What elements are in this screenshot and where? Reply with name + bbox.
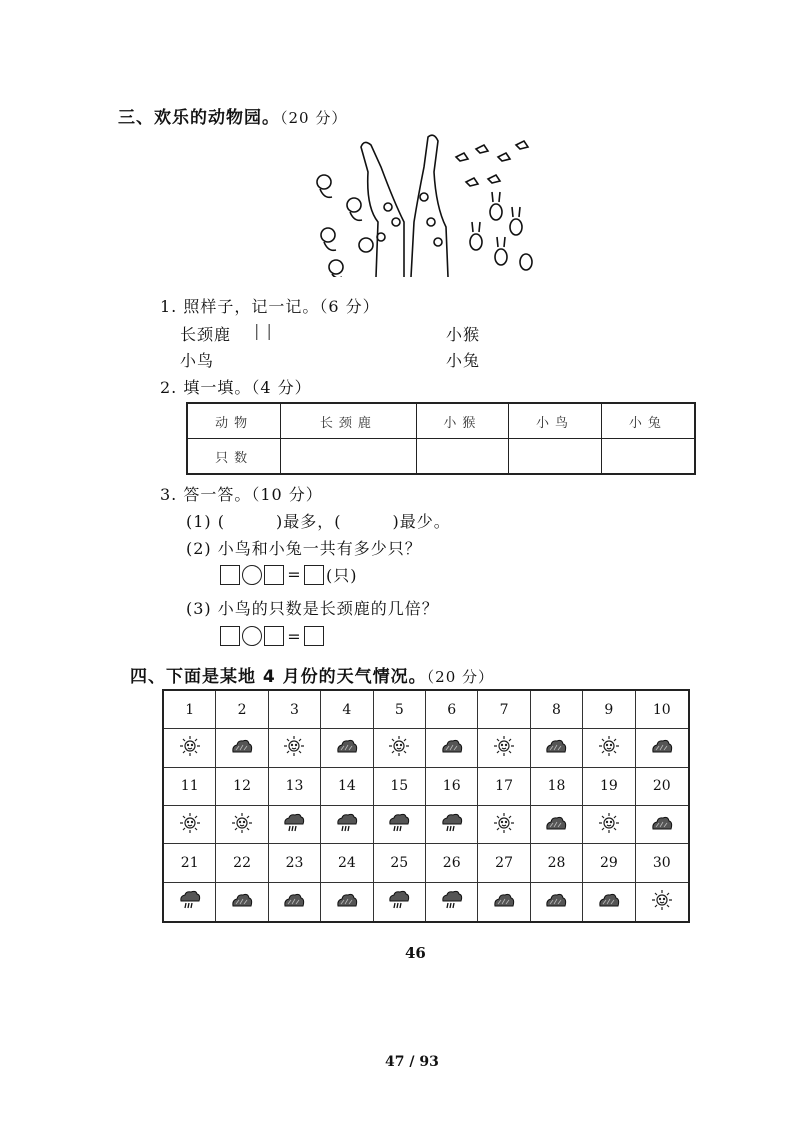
result-box[interactable] (304, 565, 324, 585)
day-number-cell (531, 768, 583, 806)
rainy-icon (178, 889, 202, 915)
day-number: 16 (442, 778, 461, 795)
weather-calendar-grid (162, 689, 690, 923)
day-number-cell (269, 691, 321, 729)
cell-giraffe-count[interactable] (281, 439, 416, 475)
section4-score: （20 分） (426, 668, 495, 686)
day-number-cell (478, 691, 530, 729)
weather-icon-cell (216, 806, 268, 844)
sunny-icon (492, 735, 516, 761)
sunny-icon (230, 812, 254, 838)
sunny-icon (597, 812, 621, 838)
day-number: 15 (390, 778, 409, 795)
weather-icon-cell (478, 883, 530, 921)
sunny-icon (282, 735, 306, 761)
section3-title: 三、欢乐的动物园。 (118, 108, 280, 128)
weather-icon-cell (269, 729, 321, 767)
cloudy-icon (230, 889, 254, 915)
day-number: 2 (237, 701, 247, 718)
day-number: 26 (442, 854, 461, 871)
day-number: 4 (342, 701, 352, 718)
weather-icon-cell (531, 729, 583, 767)
result-box[interactable] (304, 626, 324, 646)
day-number: 30 (652, 854, 671, 871)
rainy-icon (387, 812, 411, 838)
day-number-cell (478, 768, 530, 806)
operator-circle[interactable] (242, 626, 262, 646)
equals-sign: = (287, 626, 301, 646)
weather-icon-cell (269, 806, 321, 844)
day-number: 19 (599, 778, 618, 795)
day-number-cell (374, 691, 426, 729)
operand-box[interactable] (220, 565, 240, 585)
weather-icon-cell (374, 883, 426, 921)
q1-tally-mark: | | (254, 321, 273, 340)
day-number-cell (321, 691, 373, 729)
day-number: 9 (604, 701, 614, 718)
day-number: 18 (547, 778, 566, 795)
cloudy-icon (544, 812, 568, 838)
table-header-row (187, 403, 695, 439)
day-number-cell (216, 691, 268, 729)
section3-heading (118, 103, 347, 128)
sunny-icon (178, 812, 202, 838)
row-label-count: 只数 (187, 439, 281, 475)
day-number-cell (321, 844, 373, 882)
cloudy-icon (650, 812, 674, 838)
day-number-cell (531, 844, 583, 882)
day-number-cell (216, 844, 268, 882)
day-number-cell (636, 768, 688, 806)
day-number: 14 (337, 778, 356, 795)
day-number-cell (216, 768, 268, 806)
day-number-cell (636, 844, 688, 882)
day-number: 22 (233, 854, 251, 871)
day-number: 25 (390, 854, 409, 871)
weather-icon-cell (583, 883, 635, 921)
operand-box[interactable] (264, 626, 284, 646)
day-number-cell (426, 768, 478, 806)
cloudy-icon (544, 735, 568, 761)
q2-label: 2. 填一填。（4 分） (160, 378, 312, 397)
q3-label: 3. 答一答。（10 分） (160, 485, 323, 504)
q3-part3-equation (220, 626, 324, 646)
operand-box[interactable] (220, 626, 240, 646)
day-number-cell (374, 844, 426, 882)
cloudy-icon (230, 735, 254, 761)
day-number: 6 (447, 701, 457, 718)
day-number-cell (374, 768, 426, 806)
weather-icon-cell (321, 806, 373, 844)
day-number: 8 (552, 701, 561, 718)
day-number: 27 (495, 854, 513, 871)
q1-monkey-label: 小猴 (446, 325, 481, 344)
day-number-cell (531, 691, 583, 729)
q3-part1: (1) ( )最多，( )最少。 (186, 512, 451, 531)
day-number: 3 (290, 701, 299, 718)
day-number: 11 (180, 778, 199, 795)
weather-icon-cell (164, 729, 216, 767)
weather-icon-cell (321, 729, 373, 767)
day-number: 21 (180, 854, 199, 871)
day-number: 12 (233, 778, 251, 795)
weather-icon-cell (583, 729, 635, 767)
cloudy-icon (282, 889, 306, 915)
operator-circle[interactable] (242, 565, 262, 585)
weather-icon-cell (478, 806, 530, 844)
weather-icon-cell (164, 806, 216, 844)
rainy-icon (282, 812, 306, 838)
cloudy-icon (335, 889, 359, 915)
header-monkey: 小猴 (416, 403, 509, 439)
weather-icon-cell (374, 729, 426, 767)
operand-box[interactable] (264, 565, 284, 585)
day-number-cell (426, 691, 478, 729)
header-giraffe: 长颈鹿 (281, 403, 416, 439)
day-number: 5 (394, 701, 404, 718)
q3-part2-equation (220, 563, 358, 586)
rainy-icon (387, 889, 411, 915)
day-number: 13 (285, 778, 304, 795)
day-number-cell (583, 691, 635, 729)
header-rabbit: 小兔 (601, 403, 695, 439)
cloudy-icon (544, 889, 568, 915)
weather-icon-cell (636, 883, 688, 921)
unit-label: (只) (326, 566, 358, 585)
table-count-row (187, 439, 695, 475)
weather-icon-cell (164, 883, 216, 921)
day-number: 24 (337, 854, 356, 871)
q1-bird-label: 小鸟 (180, 351, 215, 370)
day-number-cell (426, 844, 478, 882)
sunny-icon (178, 735, 202, 761)
q1-giraffe-label: 长颈鹿 (180, 325, 232, 344)
q1-label: 1. 照样子，记一记。（6 分） (160, 297, 380, 316)
day-number-cell (583, 844, 635, 882)
weather-icon-cell (531, 806, 583, 844)
weather-icon-cell (583, 806, 635, 844)
sunny-icon (492, 812, 516, 838)
zoo-animals-illustration (306, 127, 542, 277)
day-number-cell (269, 768, 321, 806)
header-animal: 动物 (187, 403, 281, 439)
day-number: 28 (547, 854, 566, 871)
weather-icon-cell (269, 883, 321, 921)
sunny-icon (597, 735, 621, 761)
header-bird: 小鸟 (509, 403, 602, 439)
day-number: 7 (499, 701, 509, 718)
section3-score: （20 分） (280, 109, 348, 127)
cell-bird-count[interactable] (509, 439, 602, 475)
rainy-icon (440, 812, 464, 838)
weather-icon-cell (531, 883, 583, 921)
weather-icon-cell (636, 729, 688, 767)
day-number-cell (269, 844, 321, 882)
sunny-icon (387, 735, 411, 761)
weather-icon-cell (216, 883, 268, 921)
day-number-cell (164, 768, 216, 806)
rainy-icon (335, 812, 359, 838)
rainy-icon (440, 889, 464, 915)
weather-icon-cell (374, 806, 426, 844)
day-number: 17 (495, 778, 513, 795)
weather-icon-cell (216, 729, 268, 767)
day-number: 23 (285, 854, 304, 871)
q3-part3: (3) 小鸟的只数是长颈鹿的几倍？ (186, 599, 439, 618)
day-number-cell (321, 768, 373, 806)
day-number-cell (583, 768, 635, 806)
day-number: 29 (599, 854, 618, 871)
cloudy-icon (440, 735, 464, 761)
q1-rabbit-label: 小兔 (446, 351, 481, 370)
day-number-cell (164, 691, 216, 729)
cloudy-icon (597, 889, 621, 915)
weather-icon-cell (426, 806, 478, 844)
q3-part2: (2) 小鸟和小兔一共有多少只？ (186, 539, 422, 558)
weather-icon-cell (321, 883, 373, 921)
cell-rabbit-count[interactable] (601, 439, 695, 475)
section4-title: 四、下面是某地 4 月份的天气情况。 (130, 667, 427, 687)
weather-icon-cell (478, 729, 530, 767)
day-number-cell (164, 844, 216, 882)
sunny-icon (650, 889, 674, 915)
page-footer: 47 / 93 (385, 1054, 439, 1070)
equals-sign: = (287, 565, 301, 584)
day-number-cell (636, 691, 688, 729)
animal-count-table (186, 402, 696, 475)
cloudy-icon (492, 889, 516, 915)
day-number: 1 (185, 701, 195, 718)
section4-heading (130, 662, 494, 687)
weather-icon-cell (636, 806, 688, 844)
cell-monkey-count[interactable] (416, 439, 509, 475)
day-number-cell (478, 844, 530, 882)
weather-icon-cell (426, 729, 478, 767)
day-number: 10 (652, 701, 671, 718)
cloudy-icon (650, 735, 674, 761)
day-number: 20 (652, 778, 671, 795)
cloudy-icon (335, 735, 359, 761)
weather-icon-cell (426, 883, 478, 921)
page-number: 46 (405, 944, 426, 962)
